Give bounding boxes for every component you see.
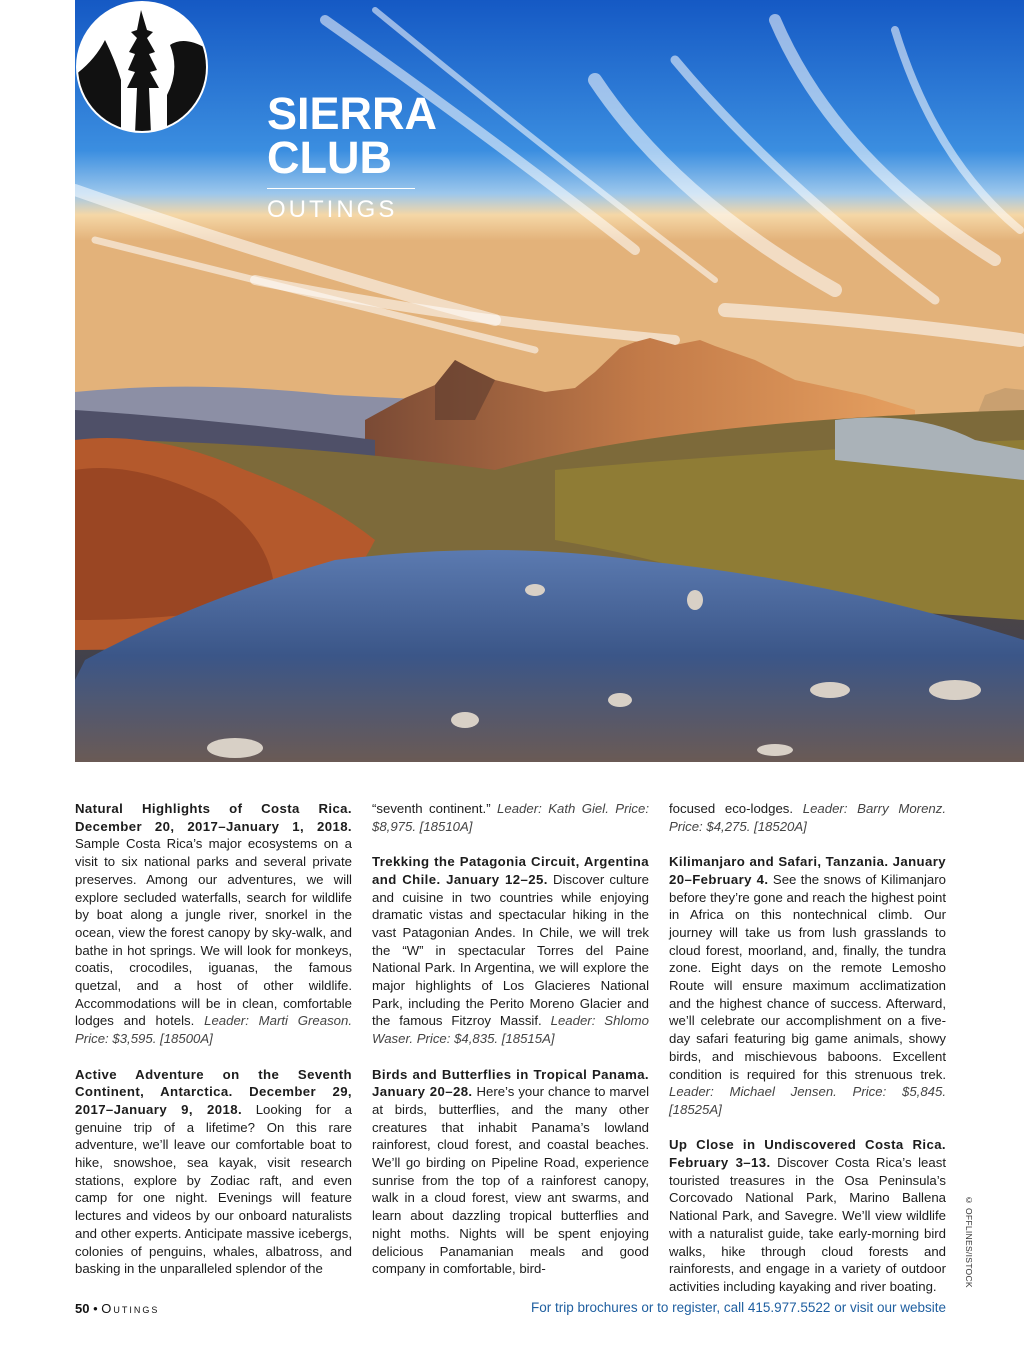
trip-description: focused eco-lodges. <box>669 801 803 816</box>
column-1 <box>75 800 352 1296</box>
page-footer-left <box>75 1301 159 1316</box>
logo-title <box>267 88 438 183</box>
logo-title-line2: CLUB <box>267 132 392 183</box>
trip-title: Active Adventure on the Seventh Continent, Antarctica. December 29, 2017–January 9, 2018. <box>75 1066 352 1117</box>
trip-entry <box>669 853 946 1119</box>
section-name: Outings <box>101 1301 160 1316</box>
trip-description: Discover Costa Rica’s least touristed treasures in the Osa Peninsula’s Corcovado National Park, Marino Ballena National Park, and Savegre. We’ll view wildlife with a naturalist guide, take early-morning bird walks, hike through cloud forests and rainforests, and engage in a variety of outdoor activities including kayaking and river boating. <box>669 1155 946 1294</box>
trip-title: Trekking the Patagonia Circuit, Argentina and Chile. January 12–25. <box>372 854 649 887</box>
column-3 <box>669 800 946 1313</box>
trip-description: Here’s your chance to marvel at birds, butterflies, and the many other creatures that inhabit Panama’s lowland rainforest, cloud forest, and coastal beaches. We’ll go birding on Pipeline Road, experience sunrise from the top of a rainforest canopy, walk in a cloud forest, view ant swarms, and learn about dazzling tropical butterflies and night moths. Nights will be spent enjoying delicious Panamanian meals and good company in comfortable, bird- <box>372 1084 649 1277</box>
trip-entry-continued <box>669 800 946 835</box>
logo-divider <box>267 188 415 189</box>
trip-entry <box>75 800 352 1048</box>
page-number: 50 <box>75 1301 90 1316</box>
trip-title: Kilimanjaro and Safari, Tanzania. January 20–February 4. <box>669 854 946 887</box>
trip-entry-continued <box>372 800 649 835</box>
logo-subtitle: OUTINGS <box>267 196 398 223</box>
trip-entry <box>372 853 649 1048</box>
trip-title: Natural Highlights of Costa Rica. December 20, 2017–January 1, 2018. <box>75 801 352 834</box>
footer-bullet: • <box>93 1301 98 1316</box>
column-2 <box>372 800 649 1296</box>
trip-title: Up Close in Undiscovered Costa Rica. February 3–13. <box>669 1137 946 1171</box>
trip-description: See the snows of Kilimanjaro before they’re gone and reach the highest point in Africa on this nontechnical climb. Our journey will take us from lush grasslands to cloud forest, moorland, and, finally, the tundra zone. Eight days on the remote Lemosho Route will ensure maximum acclimatization and the highest chance of success. Afterward, we’ll celebrate our accomplishment on a five-day safari featuring big game animals, showy birds, and mischievous baboons. Excellent condition is required for this strenuous trek. <box>669 871 946 1082</box>
trip-leader-price: Leader: Marti Greason. Price: $3,595. [18500A] <box>75 1013 352 1047</box>
trip-description: Looking for a genuine trip of a lifetime? On this rare adventure, we’ll leave our comfortable boat to hike, snowshoe, sea kayak, visit research stations, explore by Zodiac raft, and even camp for one night. Evenings will feature lectures and videos by our onboard naturalists and other experts. Anticipate massive icebergs, colonies of penguins, whales, albatross, and basking in the unparalleled splendor of the <box>75 1101 352 1277</box>
trip-leader-price: Leader: Barry Morenz. Price: $4,275. [18520A] <box>669 801 946 834</box>
mountain-landscape-illustration <box>75 0 1024 762</box>
photo-credit: © OFFLINES/ISTOCK <box>964 1195 974 1288</box>
footer-cta: For trip brochures or to register, call 415.977.5522 or visit our website <box>531 1300 946 1315</box>
trip-description: Sample Costa Rica’s major ecosystems on a visit to six national parks and several private preserves. Among our adventures, we will explore secluded waterfalls, search for wildlife by boat along a jungle river, snorkel in the ocean, view the forest canopy by sky-walk, and bathe in hot springs. We will look for monkeys, coatis, crocodiles, iguanas, the famous quetzal, and a host of other wildlife. Accommodations will be in clean, comfortable lodges and hotels. <box>75 836 352 1029</box>
logo-title-line1: SIERRA <box>267 88 438 139</box>
trip-title: Birds and Butterflies in Tropical Panama. January 20–28. <box>372 1066 649 1100</box>
trip-description: Discover culture and cuisine in two countries while enjoying dramatic vistas and spectacular hiking in the vast Patagonian Andes. In Chile, we will trek the “W” in spectacular Torres del Paine National Park. In Argentina, we will explore the major highlights of Los Glacieres National Park, including the Perito Moreno Glacier and the famous Fitzroy Massif. <box>372 871 649 1029</box>
sierra-club-logo-icon <box>75 0 209 134</box>
trip-description: “seventh continent.” <box>372 801 498 816</box>
trip-entry <box>75 1066 352 1278</box>
trip-entry <box>372 1066 649 1278</box>
trip-entry <box>669 1136 946 1295</box>
trip-leader-price: Leader: Kath Giel. Price: $8,975. [18510A] <box>372 801 649 834</box>
trip-leader-price: Leader: Michael Jensen. Price: $5,845. [18525A] <box>669 1084 946 1117</box>
trip-leader-price: Leader: Shlomo Waser. Price: $4,835. [18515A] <box>372 1013 649 1047</box>
hero-photo <box>75 0 1024 762</box>
